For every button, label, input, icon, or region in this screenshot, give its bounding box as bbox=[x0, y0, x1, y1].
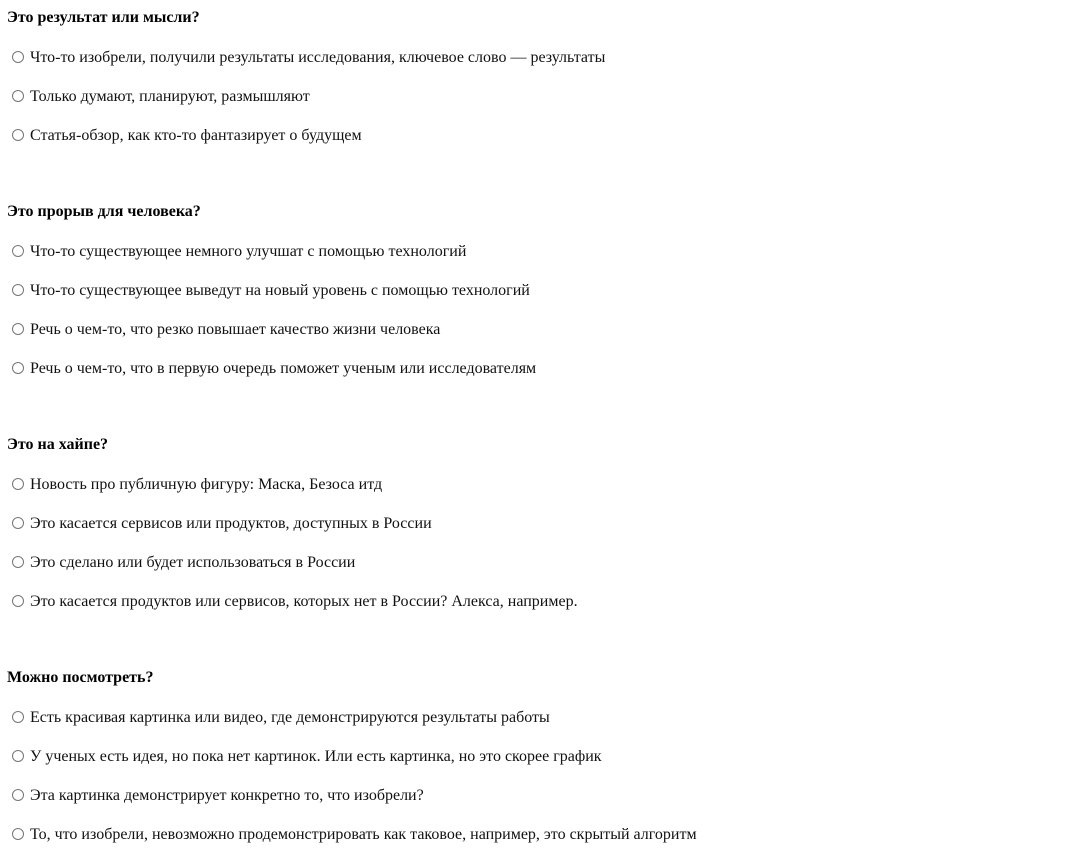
radio-option[interactable] bbox=[7, 242, 1067, 262]
question-hype bbox=[7, 436, 1067, 612]
option-label[interactable]: Речь о чем-то, что резко повышает качество жизни человека bbox=[30, 321, 441, 338]
radio-option[interactable] bbox=[7, 475, 1067, 495]
radio-button[interactable] bbox=[12, 284, 24, 296]
option-label[interactable]: У ученых есть идея, но пока нет картинок. Или есть картинка, но это скорее график bbox=[30, 748, 602, 765]
radio-button[interactable] bbox=[12, 595, 24, 607]
question-title: Это на хайпе? bbox=[7, 436, 109, 453]
radio-option[interactable] bbox=[7, 359, 1067, 379]
radio-button[interactable] bbox=[12, 828, 24, 840]
radio-option[interactable] bbox=[7, 747, 1067, 767]
radio-button[interactable] bbox=[12, 556, 24, 568]
option-label[interactable]: Статья-обзор, как кто-то фантазирует о будущем bbox=[30, 127, 362, 144]
option-label[interactable]: Это сделано или будет использоваться в России bbox=[30, 554, 356, 571]
question-title: Это прорыв для человека? bbox=[7, 203, 201, 220]
option-label[interactable]: Что-то существующее немного улучшат с помощью технологий bbox=[30, 243, 467, 260]
option-label[interactable]: Это касается сервисов или продуктов, доступных в России bbox=[30, 515, 432, 532]
question-can-see bbox=[7, 669, 1067, 845]
radio-button[interactable] bbox=[12, 51, 24, 63]
question-title: Можно посмотреть? bbox=[7, 669, 154, 686]
option-label[interactable]: Новость про публичную фигуру: Маска, Безоса итд bbox=[30, 476, 383, 493]
option-label[interactable]: Что-то изобрели, получили результаты исследования, ключевое слово — результаты bbox=[30, 49, 606, 66]
radio-option[interactable] bbox=[7, 281, 1067, 301]
radio-option[interactable] bbox=[7, 786, 1067, 806]
radio-option[interactable] bbox=[7, 514, 1067, 534]
radio-button[interactable] bbox=[12, 789, 24, 801]
radio-button[interactable] bbox=[12, 750, 24, 762]
option-label[interactable]: Речь о чем-то, что в первую очередь поможет ученым или исследователям bbox=[30, 360, 537, 377]
radio-option[interactable] bbox=[7, 553, 1067, 573]
question-title: Это результат или мысли? bbox=[7, 9, 200, 26]
radio-button[interactable] bbox=[12, 245, 24, 257]
option-label[interactable]: Это касается продуктов или сервисов, которых нет в России? Алекса, например. bbox=[30, 593, 578, 610]
radio-button[interactable] bbox=[12, 323, 24, 335]
radio-option[interactable] bbox=[7, 592, 1067, 612]
radio-option[interactable] bbox=[7, 825, 1067, 845]
radio-button[interactable] bbox=[12, 362, 24, 374]
radio-button[interactable] bbox=[12, 90, 24, 102]
option-label[interactable]: То, что изобрели, невозможно продемонстрировать как таковое, например, это скрытый алгоритм bbox=[30, 826, 697, 843]
radio-button[interactable] bbox=[12, 129, 24, 141]
radio-button[interactable] bbox=[12, 711, 24, 723]
radio-option[interactable] bbox=[7, 126, 1067, 146]
radio-option[interactable] bbox=[7, 708, 1067, 728]
radio-option[interactable] bbox=[7, 320, 1067, 340]
option-label[interactable]: Что-то существующее выведут на новый уровень с помощью технологий bbox=[30, 282, 530, 299]
option-label[interactable]: Эта картинка демонстрирует конкретно то, что изобрели? bbox=[30, 787, 424, 804]
question-breakthrough bbox=[7, 203, 1067, 379]
option-label[interactable]: Только думают, планируют, размышляют bbox=[30, 88, 310, 105]
radio-button[interactable] bbox=[12, 517, 24, 529]
option-label[interactable]: Есть красивая картинка или видео, где демонстрируются результаты работы bbox=[30, 709, 550, 726]
radio-button[interactable] bbox=[12, 478, 24, 490]
question-results-or-thoughts bbox=[7, 9, 1067, 146]
radio-option[interactable] bbox=[7, 87, 1067, 107]
radio-option[interactable] bbox=[7, 48, 1067, 68]
